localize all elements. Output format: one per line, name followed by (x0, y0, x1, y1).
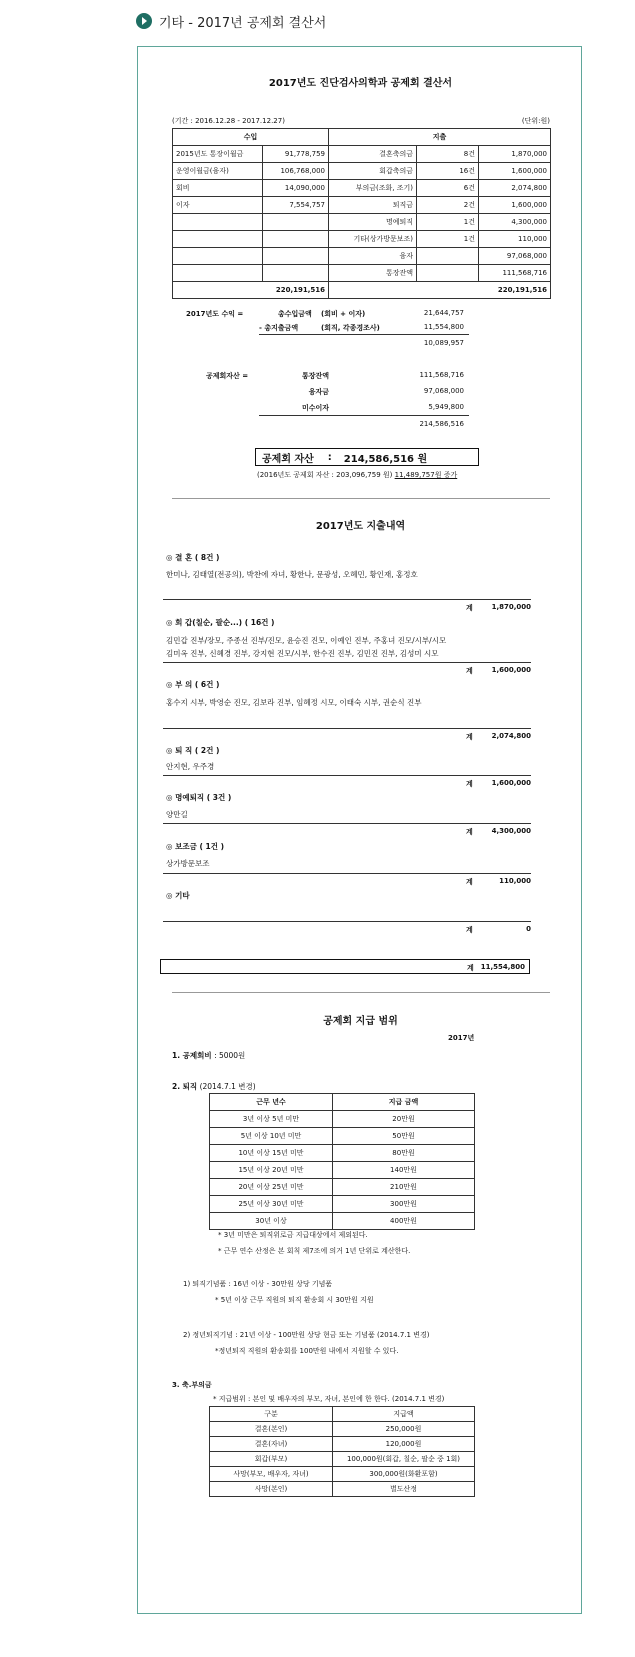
retire-years: 3년 이상 5년 미만 (210, 1111, 333, 1128)
event-amount: 120,000원 (333, 1437, 475, 1452)
retire-note-1: * 3년 미만은 퇴직위로금 지급대상에서 제외된다. (218, 1231, 368, 1239)
profit-income-desc: (회비 + 이자) (321, 310, 366, 318)
play-circle-icon (136, 13, 152, 29)
scope-title: 공제회 지급 범위 (323, 1016, 398, 1027)
expense-count (417, 265, 479, 282)
expense-item: 기타(상가방문보조) (329, 231, 417, 248)
event-table (209, 1406, 475, 1497)
retire-years: 25년 이상 30년 미만 (210, 1196, 333, 1213)
expense-amount: 4,300,000 (479, 214, 551, 231)
expense-item: 회갑축의금 (329, 163, 417, 180)
expense-amount: 1,600,000 (479, 163, 551, 180)
expense-count: 2건 (417, 197, 479, 214)
event-amount: 300,000원(화환포함) (333, 1467, 475, 1482)
income-amount: 106,768,000 (263, 163, 329, 180)
profit-expense-desc: (회직, 각종경조사) (321, 324, 380, 332)
income-header: 수입 (173, 129, 329, 146)
retire-amount: 300만원 (333, 1196, 475, 1213)
spending-section-names: 김민갑 진부/장모, 주종선 진부/진모, 윤승진 진모, 이예인 진부, 주홍녀 진모/시부/시모 (166, 636, 447, 645)
retire-table (209, 1093, 475, 1230)
spending-section-names: 홍수지 시부, 박영순 진모, 김보라 진부, 임혜정 시모, 이태숙 시부, 권순식 진부 (166, 698, 422, 707)
expense-item: 통장잔액 (329, 265, 417, 282)
income-item: 회비 (173, 180, 263, 197)
profit-result: 10,089,957 (423, 339, 464, 347)
section-header (136, 11, 326, 31)
expense-item: 결혼축의금 (329, 146, 417, 163)
spending-total-value: 1,600,000 (491, 666, 531, 674)
retire-amount: 80만원 (333, 1145, 475, 1162)
table-row (210, 1422, 475, 1437)
expense-amount: 97,068,000 (479, 248, 551, 265)
grand-total-value: 11,554,800 (480, 963, 525, 971)
income-item: 이자 (173, 197, 263, 214)
spending-total-value: 0 (526, 925, 531, 933)
event-type: 사망(본인) (210, 1482, 333, 1497)
expense-item: 퇴직금 (329, 197, 417, 214)
spending-total-key: 계 (466, 926, 473, 934)
spending-total-key: 계 (466, 604, 473, 612)
table-row (210, 1482, 475, 1497)
asset-summary-box (255, 448, 479, 466)
expense-item: 부의금(조화, 조기) (329, 180, 417, 197)
spending-section-names: 양만길 (166, 810, 188, 819)
expense-count: 1건 (417, 231, 479, 248)
spending-section-heading: ◎ 결 혼 ( 8건 ) (166, 553, 220, 562)
income-amount: 14,090,000 (263, 180, 329, 197)
spending-section-rule (163, 728, 531, 729)
report-period: (기간 : 2016.12.28 - 2017.12.27) (172, 117, 285, 125)
spending-total-key: 계 (466, 878, 473, 886)
spending-section-rule (163, 599, 531, 600)
event-amount: 100,000원(회갑, 칠순, 팔순 중 1회) (333, 1452, 475, 1467)
event-header-amount: 지급액 (333, 1407, 475, 1422)
divider (172, 992, 550, 993)
spending-total-value: 4,300,000 (491, 827, 531, 835)
table-row (173, 231, 551, 248)
table-row (173, 214, 551, 231)
spending-total-value: 1,600,000 (491, 779, 531, 787)
asset-item-label: 융자금 (308, 388, 329, 396)
table-row (210, 1437, 475, 1452)
income-item (173, 248, 263, 265)
assets-underline (259, 415, 469, 416)
spending-title: 2017년도 지출내역 (315, 521, 406, 532)
document-frame (137, 46, 582, 1614)
table-row (210, 1145, 475, 1162)
retire-years: 5년 이상 10년 미만 (210, 1128, 333, 1145)
spending-section-heading: ◎ 부 의 ( 6건 ) (166, 680, 220, 689)
expense-amount: 110,000 (479, 231, 551, 248)
expense-item: 융자 (329, 248, 417, 265)
retire-amount: 50만원 (333, 1128, 475, 1145)
retire-years: 20년 이상 25년 미만 (210, 1179, 333, 1196)
profit-income-value: 21,644,757 (423, 309, 464, 317)
retire-header-years: 근무 년수 (210, 1094, 333, 1111)
retire-line (172, 1081, 256, 1092)
table-row (210, 1196, 475, 1213)
retire-amount: 400만원 (333, 1213, 475, 1230)
income-amount (263, 248, 329, 265)
profit-label: 2017년도 수익 = (186, 310, 244, 318)
gift-1-note: * 5년 이상 근무 직원의 퇴직 환송회 시 30만원 지원 (215, 1296, 374, 1304)
asset-item-label: 통장잔액 (301, 372, 329, 380)
expense-count: 6건 (417, 180, 479, 197)
table-row (210, 1213, 475, 1230)
profit-expense-label: - 총지출금액 (259, 324, 299, 332)
report-title: 2017년도 진단검사의학과 공제회 결산서 (268, 78, 453, 89)
scope-year: 2017년 (448, 1034, 475, 1042)
income-amount (263, 265, 329, 282)
section-title: 기타 - 2017년 공제회 결산서 (159, 15, 327, 31)
table-row (173, 180, 551, 197)
asset-item-value: 111,568,716 (419, 371, 464, 379)
profit-income-label: 총수입금액 (278, 310, 312, 318)
asset-item-value: 97,068,000 (423, 387, 464, 395)
spending-section-names: 상가방문보조 (166, 859, 210, 868)
fee-value: : 5000원 (214, 1051, 246, 1060)
table-row (210, 1179, 475, 1196)
report-unit: (단위:원) (521, 117, 550, 125)
table-row (210, 1111, 475, 1128)
income-item (173, 214, 263, 231)
expense-count (417, 248, 479, 265)
gift-1: 1) 퇴직기념품 : 16년 이상 - 30만원 상당 기념품 (183, 1280, 333, 1288)
income-total: 220,191,516 (173, 282, 329, 299)
profit-expense-value: 11,554,800 (423, 323, 464, 331)
asset-item-value: 5,949,800 (428, 403, 464, 411)
spending-section-heading: ◎ 회 갑(칠순, 팔순...) ( 16건 ) (166, 618, 275, 627)
income-amount (263, 214, 329, 231)
expense-header: 지출 (329, 129, 551, 146)
income-item (173, 231, 263, 248)
event-type: 결혼(자녀) (210, 1437, 333, 1452)
asset-box-label: 공제회 자산 (262, 453, 314, 465)
spending-total-value: 2,074,800 (491, 732, 531, 740)
profit-underline (259, 334, 469, 335)
retire-years: 30년 이상 (210, 1213, 333, 1230)
retire-note-2: * 근무 연수 산정은 본 회칙 제7조에 의거 1년 단위로 계산한다. (218, 1247, 411, 1255)
asset-note-increase: 11,489,757원 증가 (394, 471, 458, 479)
table-row (173, 197, 551, 214)
spending-section-heading: ◎ 퇴 직 ( 2건 ) (166, 746, 220, 755)
income-amount: 91,778,759 (263, 146, 329, 163)
income-item (173, 265, 263, 282)
event-amount: 별도산정 (333, 1482, 475, 1497)
table-row (210, 1128, 475, 1145)
expense-amount: 1,870,000 (479, 146, 551, 163)
expense-amount: 111,568,716 (479, 265, 551, 282)
divider (172, 498, 550, 499)
event-type: 결혼(본인) (210, 1422, 333, 1437)
retire-label: 2. 퇴직 (172, 1082, 198, 1091)
expense-count: 1건 (417, 214, 479, 231)
retire-amount: 140만원 (333, 1162, 475, 1179)
asset-box-colon: : (327, 451, 332, 463)
spending-section-names: 한미나, 김태열(전공의), 박찬에 자녀, 황한나, 문광성, 오혜민, 황인재, 홍정호 (166, 570, 418, 579)
event-type: 사망(부모, 배우자, 자녀) (210, 1467, 333, 1482)
assets-label: 공제회자산 = (206, 372, 249, 380)
table-row (173, 163, 551, 180)
expense-total: 220,191,516 (329, 282, 551, 299)
income-amount: 7,554,757 (263, 197, 329, 214)
event-label: 3. 축.부의금 (172, 1381, 212, 1389)
fee-line (172, 1050, 245, 1061)
table-row (210, 1162, 475, 1179)
spending-total-key: 계 (466, 780, 473, 788)
spending-total-key: 계 (466, 828, 473, 836)
assets-total: 214,586,516 (419, 420, 464, 428)
retire-amount: 210만원 (333, 1179, 475, 1196)
spending-section-rule (163, 921, 531, 922)
asset-box-value: 214,586,516 원 (343, 453, 428, 465)
table-row (210, 1452, 475, 1467)
expense-amount: 1,600,000 (479, 197, 551, 214)
retire-note: (2014.7.1 변경) (199, 1082, 256, 1091)
spending-section-heading: ◎ 기타 (166, 891, 190, 900)
event-amount: 250,000원 (333, 1422, 475, 1437)
income-item: 운영이월금(융자) (173, 163, 263, 180)
spending-section-heading: ◎ 명예퇴직 ( 3건 ) (166, 793, 232, 802)
gift-2: 2) 정년퇴직기념 : 21년 이상 - 100만원 상당 현금 또는 기념품 (2014.7.1 변경) (183, 1331, 430, 1339)
retire-amount: 20만원 (333, 1111, 475, 1128)
retire-years: 15년 이상 20년 미만 (210, 1162, 333, 1179)
income-item: 2015년도 통장이월금 (173, 146, 263, 163)
spending-section-heading: ◎ 보조금 ( 1건 ) (166, 842, 225, 851)
event-type: 회갑(부모) (210, 1452, 333, 1467)
income-amount (263, 231, 329, 248)
grand-total-key: 계 (467, 964, 474, 972)
spending-section-rule (163, 662, 531, 663)
spending-total-key: 계 (466, 667, 473, 675)
expense-item: 명예퇴직 (329, 214, 417, 231)
spending-total-value: 110,000 (499, 877, 531, 885)
retire-header-amount: 지급 금액 (333, 1094, 475, 1111)
asset-note (257, 470, 457, 480)
expense-amount: 2,074,800 (479, 180, 551, 197)
expense-count: 8건 (417, 146, 479, 163)
spending-section-rule (163, 823, 531, 824)
spending-total-key: 계 (466, 733, 473, 741)
expense-count: 16건 (417, 163, 479, 180)
grand-total-box (160, 959, 530, 974)
spending-section-rule (163, 775, 531, 776)
asset-note-prefix: (2016년도 공제회 자산 : 203,096,759 원) (257, 471, 393, 479)
table-row (210, 1467, 475, 1482)
table-row (173, 248, 551, 265)
asset-item-label: 미수이자 (301, 404, 329, 412)
spending-total-value: 1,870,000 (491, 603, 531, 611)
fee-label: 1. 공제회비 (172, 1051, 212, 1060)
spending-section-names: 김미옥 진부, 신혜경 진부, 강지현 진모/시부, 한수진 진부, 김민진 진부, 김성미 시모 (166, 649, 439, 658)
gift-2-note: *정년퇴직 직원의 환송회를 100만원 내에서 지원할 수 있다. (215, 1347, 399, 1355)
table-row (173, 146, 551, 163)
retire-years: 10년 이상 15년 미만 (210, 1145, 333, 1162)
spending-section-names: 안지현, 우주경 (166, 762, 215, 771)
event-header-type: 구분 (210, 1407, 333, 1422)
event-note: * 지급범위 : 본인 및 배우자의 부모, 자녀, 본인에 한 한다. (2014.7.1 변경) (213, 1395, 445, 1403)
settlement-table (172, 128, 551, 299)
table-row (173, 265, 551, 282)
spending-section-rule (163, 873, 531, 874)
